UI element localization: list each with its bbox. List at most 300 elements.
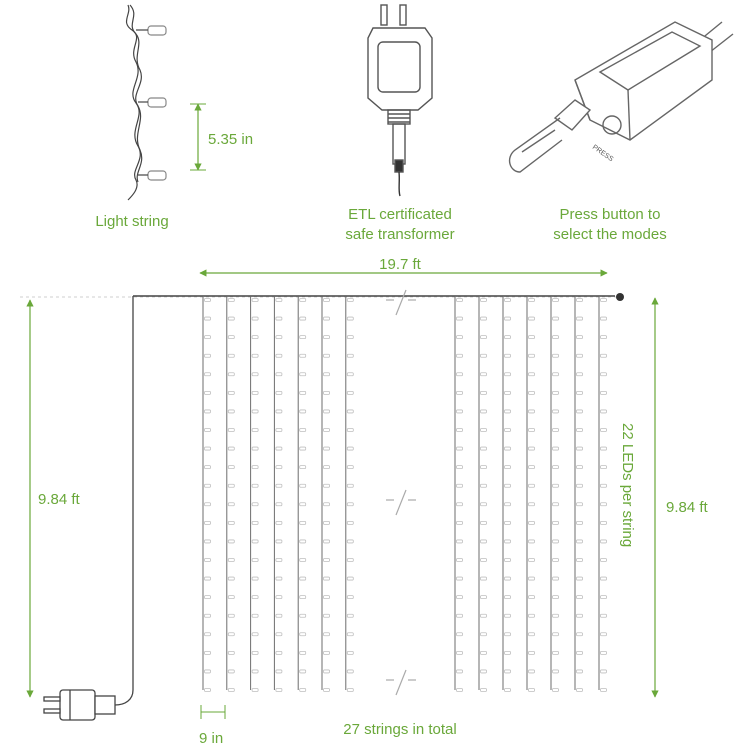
led-bulb [529,633,535,636]
led-bulb [577,633,583,636]
controller-icon [510,22,733,172]
led-bulb [601,633,607,636]
led-bulb [252,596,258,599]
led-string [479,297,487,692]
led-bulb [529,670,535,673]
led-bulb [300,540,306,543]
led-bulb [252,317,258,320]
led-bulb [577,354,583,357]
led-bulb [347,484,353,487]
led-bulb [276,540,282,543]
led-bulb [601,689,607,692]
led-bulb [481,429,487,432]
led-bulb [457,559,463,562]
led-bulb [300,670,306,673]
led-bulb [324,336,330,339]
led-bulb [601,391,607,394]
led-bulb [505,317,511,320]
led-bulb [577,670,583,673]
led-bulb [601,503,607,506]
led-bulb [553,317,559,320]
led-string [551,297,559,692]
led-bulb [577,317,583,320]
led-bulb [228,391,234,394]
press-label-line2: select the modes [553,226,667,243]
led-bulb [601,651,607,654]
led-bulb [529,521,535,524]
led-bulb [252,503,258,506]
led-bulb [347,577,353,580]
end-cap [616,293,624,301]
led-bulb [529,429,535,432]
led-bulb [300,484,306,487]
led-bulb [276,410,282,413]
led-bulb [252,577,258,580]
led-bulb [553,391,559,394]
led-bulb [324,447,330,450]
led-bulb [577,521,583,524]
led-bulb [252,299,258,302]
led-bulb [205,429,211,432]
spacing-label: 5.35 in [208,131,254,148]
led-bulb [457,466,463,469]
strings-total-label: 27 strings in total [343,721,457,738]
led-bulb [505,429,511,432]
led-bulb [553,689,559,692]
led-bulb [205,336,211,339]
led-bulb [324,651,330,654]
led-bulb [228,689,234,692]
led-bulb [252,447,258,450]
led-bulb [347,429,353,432]
led-bulb [276,336,282,339]
led-bulb [457,484,463,487]
led-bulb [481,391,487,394]
led-bulb [457,503,463,506]
led-bulb [324,429,330,432]
led-bulb [529,559,535,562]
led-bulb [228,373,234,376]
led-bulb [205,503,211,506]
led-bulb [324,410,330,413]
led-bulb [228,317,234,320]
led-bulb [205,633,211,636]
led-bulb [601,540,607,543]
led-bulb [276,596,282,599]
led-bulb [601,410,607,413]
led-bulb [252,410,258,413]
led-string [455,297,463,692]
led-bulb [324,633,330,636]
led-bulb [577,596,583,599]
led-bulb [505,410,511,413]
led-bulb [457,633,463,636]
led-bulb [601,317,607,320]
led-bulb [553,336,559,339]
led-bulb [601,299,607,302]
led-bulb [577,336,583,339]
led-bulb [205,670,211,673]
led-bulb [228,577,234,580]
led-bulb [577,689,583,692]
led-bulb [553,299,559,302]
led-bulb [324,540,330,543]
led-bulb [529,484,535,487]
led-bulb [505,670,511,673]
led-bulb [276,354,282,357]
led-bulb [205,410,211,413]
plug-icon [44,690,115,720]
led-bulb [252,484,258,487]
led-bulb [529,577,535,580]
light-string-label: Light string [95,213,169,230]
led-bulb [553,429,559,432]
led-bulb [205,317,211,320]
led-bulb [553,354,559,357]
right-height-label: 9.84 ft [666,499,708,516]
led-bulb [601,447,607,450]
led-bulb [553,466,559,469]
led-bulb [228,484,234,487]
led-bulb [347,336,353,339]
led-bulb [276,521,282,524]
leds-per-string-label: 22 LEDs per string [619,423,636,548]
led-bulb [553,614,559,617]
led-bulb [205,614,211,617]
led-bulb [577,299,583,302]
led-bulb [481,577,487,580]
led-bulb [324,354,330,357]
led-bulb [252,559,258,562]
led-bulb [324,391,330,394]
led-bulb [276,614,282,617]
led-bulb [276,429,282,432]
led-bulb [553,373,559,376]
led-bulb [347,373,353,376]
led-bulb [457,317,463,320]
led-bulb [228,466,234,469]
led-bulb [300,429,306,432]
led-bulb [347,521,353,524]
led-bulb [324,317,330,320]
transformer-label-line2: safe transformer [345,226,455,243]
led-bulb [228,354,234,357]
led-bulb [252,429,258,432]
led-bulb [529,391,535,394]
led-bulb [300,391,306,394]
led-bulb [553,447,559,450]
led-bulb [228,429,234,432]
led-bulb [324,503,330,506]
light-string-icon [127,5,166,200]
led-bulb [481,633,487,636]
led-bulb [324,299,330,302]
led-bulb [481,651,487,654]
led-bulb [481,354,487,357]
led-bulb [553,540,559,543]
led-bulb [577,484,583,487]
led-bulb [457,354,463,357]
led-bulb [347,410,353,413]
led-bulb [324,614,330,617]
led-bulb [276,317,282,320]
led-bulb [228,614,234,617]
led-bulb [553,484,559,487]
led-bulb [577,447,583,450]
led-bulb [228,521,234,524]
led-bulb [601,577,607,580]
led-bulb [577,651,583,654]
led-bulb [324,577,330,580]
led-bulb [481,503,487,506]
led-bulb [347,633,353,636]
led-bulb [553,503,559,506]
led-bulb [457,391,463,394]
led-bulb [347,559,353,562]
led-bulb [457,447,463,450]
led-bulb [228,540,234,543]
led-bulb [300,410,306,413]
led-bulb [481,336,487,339]
led-bulb [252,540,258,543]
led-bulb [505,633,511,636]
led-bulb [252,391,258,394]
led-bulb [529,466,535,469]
led-bulb [347,689,353,692]
led-bulb [228,410,234,413]
led-bulb [457,410,463,413]
led-bulb [601,559,607,562]
led-bulb [205,596,211,599]
led-bulb [300,373,306,376]
led-bulb [300,521,306,524]
led-bulb [529,614,535,617]
led-bulb [457,540,463,543]
led-bulb [457,651,463,654]
led-bulb [347,503,353,506]
led-bulb [553,596,559,599]
led-bulb [300,596,306,599]
led-bulb [529,447,535,450]
led-bulb [324,559,330,562]
led-bulb [457,614,463,617]
led-bulb [577,577,583,580]
led-bulb [505,373,511,376]
led-bulb [505,614,511,617]
led-bulb [300,336,306,339]
led-bulb [457,596,463,599]
led-bulb [481,410,487,413]
led-bulb [457,373,463,376]
led-bulb [300,559,306,562]
led-bulb [481,484,487,487]
led-bulb [324,521,330,524]
led-bulb [324,484,330,487]
led-bulb [252,521,258,524]
led-bulb [228,651,234,654]
led-bulb [481,614,487,617]
led-bulb [205,299,211,302]
led-bulb [529,354,535,357]
led-bulb [481,689,487,692]
led-bulb [228,299,234,302]
led-bulb [553,633,559,636]
led-bulb [577,373,583,376]
press-button-text: PRESS [590,143,615,164]
led-bulb [300,317,306,320]
led-bulb [577,391,583,394]
led-bulb [577,614,583,617]
led-bulb [276,577,282,580]
led-bulb [205,354,211,357]
led-bulb [205,577,211,580]
led-bulb [505,577,511,580]
led-bulb [505,354,511,357]
led-bulb [276,299,282,302]
led-bulb [553,410,559,413]
led-string [599,297,607,692]
led-bulb [252,651,258,654]
led-bulb [347,540,353,543]
led-string [322,297,330,692]
led-bulb [276,373,282,376]
led-bulb [300,633,306,636]
led-bulb [324,670,330,673]
led-bulb [457,670,463,673]
led-bulb [481,317,487,320]
led-bulb [529,503,535,506]
led-bulb [276,670,282,673]
led-bulb [481,299,487,302]
press-label-line1: Press button to [559,206,661,223]
led-bulb [577,429,583,432]
led-bulb [505,299,511,302]
led-bulb [601,336,607,339]
led-bulb [205,540,211,543]
led-bulb [601,614,607,617]
led-bulb [228,633,234,636]
led-bulb [505,503,511,506]
led-bulb [252,689,258,692]
led-bulb [228,596,234,599]
led-bulb [324,596,330,599]
led-bulb [457,299,463,302]
led-bulb [347,466,353,469]
led-bulb [300,354,306,357]
transformer-label-line1: ETL certificated [348,206,452,223]
led-bulb [347,651,353,654]
led-bulb [505,391,511,394]
led-bulb [276,633,282,636]
led-bulb [347,299,353,302]
led-bulb [276,689,282,692]
led-bulb [324,689,330,692]
gap-indicators [386,290,416,695]
led-bulb [577,503,583,506]
led-bulb [529,596,535,599]
led-bulb [553,670,559,673]
led-bulb [505,559,511,562]
led-bulb [228,336,234,339]
led-bulb [481,466,487,469]
led-bulb [228,670,234,673]
led-bulb [577,559,583,562]
led-bulb [505,540,511,543]
led-bulb [601,596,607,599]
lead-wire [115,296,133,705]
width-label: 19.7 ft [379,256,421,273]
led-string [503,297,511,692]
led-bulb [300,299,306,302]
led-bulb [300,689,306,692]
led-bulb [553,559,559,562]
led-bulb [205,651,211,654]
led-string [527,297,535,692]
led-bulb [300,503,306,506]
led-bulb [228,559,234,562]
led-bulb [300,651,306,654]
led-string [575,297,583,692]
led-bulb [601,670,607,673]
led-bulb [276,391,282,394]
led-string [203,297,211,692]
led-bulb [252,466,258,469]
led-bulb [228,503,234,506]
led-bulb [481,559,487,562]
led-bulb [252,373,258,376]
led-bulb [300,577,306,580]
led-bulb [481,670,487,673]
led-bulb [324,466,330,469]
led-bulb [347,354,353,357]
led-bulb [601,484,607,487]
led-bulb [481,373,487,376]
led-bulb [276,559,282,562]
led-bulb [529,410,535,413]
led-bulb [553,651,559,654]
led-bulb [276,447,282,450]
led-string [274,297,282,692]
led-string [227,297,235,692]
led-bulb [601,354,607,357]
led-bulb [347,391,353,394]
led-bulb [601,466,607,469]
led-bulb [553,521,559,524]
led-bulb [457,577,463,580]
led-bulb [457,521,463,524]
left-height-label: 9.84 ft [38,491,80,508]
led-bulb [529,317,535,320]
led-bulb [505,484,511,487]
led-bulb [347,614,353,617]
led-bulb [601,521,607,524]
led-bulb [457,336,463,339]
led-bulb [205,391,211,394]
led-bulb [577,410,583,413]
led-bulb [601,373,607,376]
led-bulb [505,596,511,599]
led-bulb [553,577,559,580]
led-bulb [529,373,535,376]
led-bulb [505,466,511,469]
led-bulb [505,447,511,450]
led-bulb [347,317,353,320]
led-bulb [529,651,535,654]
led-bulb [205,559,211,562]
led-bulb [276,484,282,487]
led-bulb [347,447,353,450]
led-bulb [300,447,306,450]
